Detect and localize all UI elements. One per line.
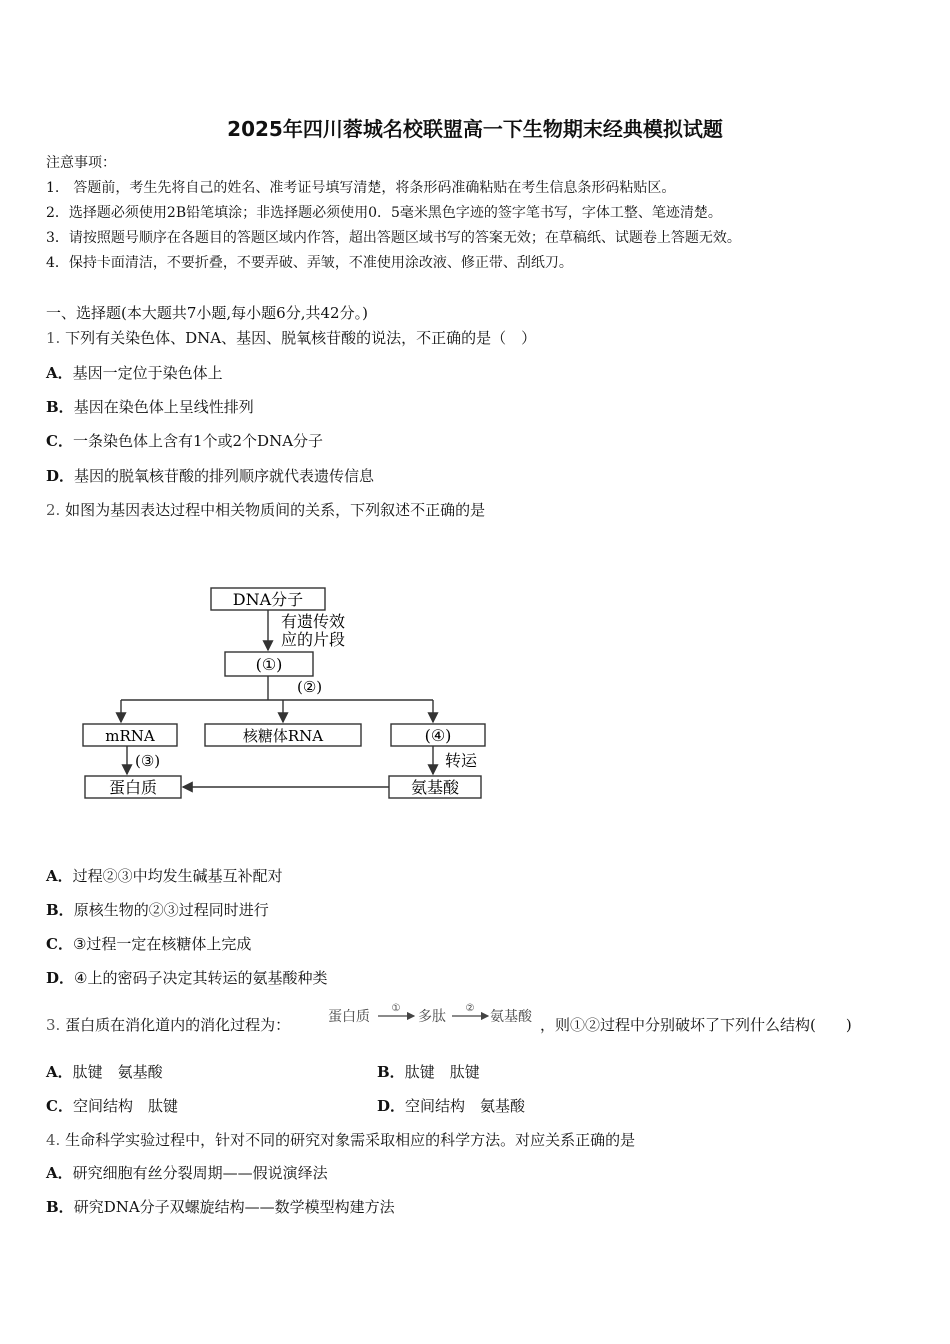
q1-option-d: D．基因的脱氧核苷酸的排列顺序就代表遗传信息 xyxy=(46,467,375,485)
question-stem-post: ，则①②过程中分别破坏了下列什么结构( ) xyxy=(540,1016,852,1034)
question-3 xyxy=(46,1014,290,1035)
box-1-label: (①) xyxy=(255,655,283,674)
formula-amino: 氨基酸 xyxy=(490,1009,532,1025)
question-stem-pre: 蛋白质在消化道内的消化过程为： xyxy=(65,1016,291,1034)
gene-expression-diagram xyxy=(75,580,535,810)
q1-option-b: B．基因在染色体上呈线性排列 xyxy=(46,398,254,416)
formula-protein: 蛋白质 xyxy=(328,1009,370,1025)
q2-option-d: D．④上的密码子决定其转运的氨基酸种类 xyxy=(46,969,328,987)
question-number: 1. xyxy=(46,329,61,347)
section-heading: 一、选择题(本大题共7小题,每小题6分,共42分。) xyxy=(46,304,368,322)
dna-label: DNA分子 xyxy=(232,590,304,609)
q3-option-d: D．空间结构 氨基酸 xyxy=(377,1097,526,1115)
amino-label: 氨基酸 xyxy=(410,778,460,797)
q4-option-a: A．研究细胞有丝分裂周期——假说演绎法 xyxy=(46,1164,328,1182)
notice-item-4: 4．保持卡面清洁，不要折叠，不要弄破、弄皱，不准使用涂改液、修正带、刮纸刀。 xyxy=(46,255,573,271)
q3-option-c: C．空间结构 肽键 xyxy=(46,1097,178,1115)
notice-item-2: 2．选择题必须使用2B铅笔填涂；非选择题必须使用0．5毫米黑色字迹的签字笔书写，字体工整、笔迹清楚。 xyxy=(46,205,722,221)
question-number: 2. xyxy=(46,501,61,519)
notice-heading: 注意事项： xyxy=(46,155,116,171)
digestion-formula xyxy=(328,1000,542,1034)
question-4 xyxy=(46,1129,635,1150)
question-number: 4. xyxy=(46,1131,61,1149)
notice-item-3: 3．请按照题号顺序在各题目的答题区域内作答，超出答题区域书写的答案无效；在草稿纸、试题卷上答题无效。 xyxy=(46,230,741,246)
q3-option-a: A．肽键 氨基酸 xyxy=(46,1063,163,1081)
page-title: 2025年四川蓉城名校联盟高一下生物期末经典模拟试题 xyxy=(227,117,723,141)
q1-option-c: C．一条染色体上含有1个或2个DNA分子 xyxy=(46,432,324,450)
protein-label: 蛋白质 xyxy=(108,778,158,797)
q2-option-a: A．过程②③中均发生碱基互补配对 xyxy=(46,867,283,885)
question-stem: 生命科学实验过程中，针对不同的研究对象需采取相应的科学方法。对应关系正确的是 xyxy=(65,1131,636,1149)
step-3-label: (③) xyxy=(135,752,161,770)
mrna-label: mRNA xyxy=(105,727,155,745)
q3-option-b: B．肽键 肽键 xyxy=(377,1063,480,1081)
step-2-label: (②) xyxy=(297,678,323,696)
box-4-label: (④) xyxy=(424,726,452,745)
formula-step-2: ② xyxy=(465,1003,475,1014)
question-stem: 下列有关染色体、DNA、基因、脱氧核苷酸的说法，不正确的是（ ） xyxy=(65,329,537,347)
question-1 xyxy=(46,327,536,348)
formula-peptide: 多肽 xyxy=(418,1009,446,1025)
rrna-label: 核糖体RNA xyxy=(242,727,324,745)
question-number: 3. xyxy=(46,1016,61,1034)
notice-item-1: 1. 答题前，考生先将自己的姓名、准考证号填写清楚，将条形码准确粘贴在考生信息条形码粘贴区。 xyxy=(46,180,676,196)
q4-option-b: B．研究DNA分子双螺旋结构——数学模型构建方法 xyxy=(46,1198,395,1216)
q2-option-b: B．原核生物的②③过程同时进行 xyxy=(46,901,269,919)
segment-label-1: 有遗传效 xyxy=(281,612,346,631)
q1-option-a: A．基因一定位于染色体上 xyxy=(46,364,223,382)
formula-step-1: ① xyxy=(391,1003,401,1014)
segment-label-2: 应的片段 xyxy=(281,630,346,649)
question-2 xyxy=(46,499,485,520)
question-stem: 如图为基因表达过程中相关物质间的关系，下列叙述不正确的是 xyxy=(65,501,486,519)
transport-label: 转运 xyxy=(445,751,478,770)
q2-option-c: C．③过程一定在核糖体上完成 xyxy=(46,935,252,953)
